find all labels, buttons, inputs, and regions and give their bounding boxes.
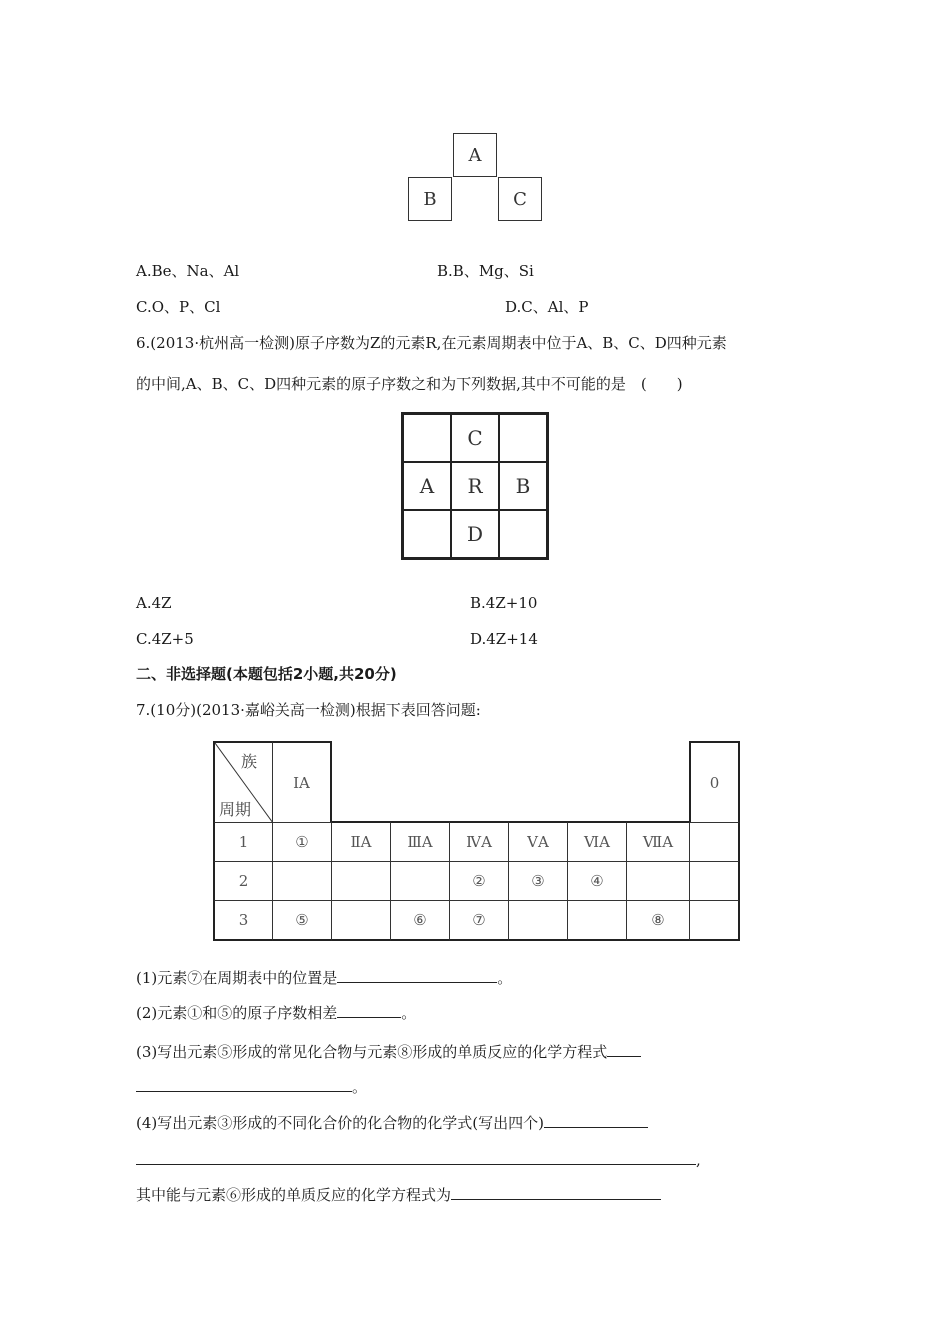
- option-b: B.4Z+10: [470, 594, 538, 612]
- table-cell: ⑦: [449, 900, 509, 941]
- header-group-label: 族: [241, 752, 258, 771]
- sub-question-1: [136, 968, 512, 988]
- grid-cell: D: [451, 510, 499, 558]
- element-box-b: [408, 177, 452, 221]
- table-cell: ③: [508, 861, 568, 901]
- question-7-stem: 7.(10分)(2013·嘉峪关高一检测)根据下表回答问题:: [136, 701, 481, 719]
- grid-cell: [403, 510, 451, 558]
- punctuation: ,: [696, 1151, 701, 1169]
- grid-cell: B: [499, 462, 547, 510]
- grid-cell: R: [451, 462, 499, 510]
- question-6-line1: 6.(2013·杭州高一检测)原子序数为Z的元素R,在元素周期表中位于A、B、C、D四种元素: [136, 334, 727, 352]
- table-cell: [626, 861, 690, 901]
- period-label: 3: [213, 900, 273, 941]
- group-header: ⅦA: [626, 821, 690, 862]
- periodic-table: [213, 741, 740, 941]
- table-cell: [567, 900, 627, 941]
- sub-question-4-continuation: [136, 1150, 701, 1170]
- table-cell: ①: [272, 822, 332, 862]
- option-c: C.4Z+5: [136, 630, 194, 648]
- option-b: B.B、Mg、Si: [437, 262, 534, 280]
- element-label: A: [468, 144, 482, 166]
- sub-question-3: [136, 1042, 641, 1062]
- group-header: ⅥA: [567, 821, 627, 862]
- question-text: (3)写出元素⑤形成的常见化合物与元素⑧形成的单质反应的化学方程式: [136, 1043, 608, 1061]
- question-text: (1)元素⑦在周期表中的位置是: [136, 969, 338, 987]
- grid-cell: [499, 414, 547, 462]
- grid-cell: A: [403, 462, 451, 510]
- punctuation: 。: [401, 1004, 417, 1022]
- answer-blank[interactable]: [337, 1003, 401, 1018]
- sub-question-5: [136, 1185, 661, 1205]
- table-cell: [331, 861, 391, 901]
- question-text: (2)元素①和⑤的原子序数相差: [136, 1004, 338, 1022]
- option-a: A.4Z: [136, 594, 172, 612]
- option-d: D.4Z+14: [470, 630, 538, 648]
- grid-cell: [499, 510, 547, 558]
- group-ia-header: ⅠA: [272, 741, 332, 823]
- table-cell: [689, 861, 740, 901]
- table-cell: [689, 822, 740, 862]
- section-title: 二、非选择题(本题包括2小题,共20分): [136, 665, 397, 683]
- group-header: ⅡA: [331, 821, 391, 862]
- answer-blank[interactable]: [136, 1150, 696, 1165]
- element-box-a: [453, 133, 497, 177]
- group-0-header: 0: [689, 741, 740, 823]
- answer-blank[interactable]: [451, 1185, 661, 1200]
- period-label: 2: [213, 861, 273, 901]
- table-cell: ⑤: [272, 900, 332, 941]
- sub-question-3-continuation: [136, 1077, 367, 1097]
- period-label: 1: [213, 822, 273, 862]
- answer-blank[interactable]: [337, 968, 497, 983]
- table-cell: ⑥: [390, 900, 450, 941]
- question-text: (4)写出元素③形成的不同化合价的化合物的化学式(写出四个): [136, 1114, 544, 1132]
- element-grid: [401, 412, 549, 560]
- answer-blank[interactable]: [544, 1113, 648, 1128]
- answer-blank[interactable]: [136, 1077, 352, 1092]
- sub-question-2: [136, 1003, 416, 1023]
- element-label: C: [513, 188, 527, 210]
- answer-blank[interactable]: [607, 1042, 641, 1057]
- grid-cell: C: [451, 414, 499, 462]
- grid-cell: [403, 414, 451, 462]
- element-label: B: [423, 188, 437, 210]
- group-header: ⅤA: [508, 821, 568, 862]
- table-cell: [331, 900, 391, 941]
- sub-question-4: [136, 1113, 648, 1133]
- element-box-c: [498, 177, 542, 221]
- group-header: ⅢA: [390, 821, 450, 862]
- table-cell: [390, 861, 450, 901]
- question-6-line2: 的中间,A、B、C、D四种元素的原子序数之和为下列数据,其中不可能的是 ( ): [136, 375, 683, 393]
- question-text: 其中能与元素⑥形成的单质反应的化学方程式为: [136, 1186, 452, 1204]
- option-a: A.Be、Na、Al: [136, 262, 240, 280]
- table-cell: ②: [449, 861, 509, 901]
- header-period-label: 周期: [219, 800, 252, 819]
- punctuation: 。: [497, 969, 513, 987]
- punctuation: 。: [352, 1078, 368, 1096]
- group-header: ⅣA: [449, 821, 509, 862]
- table-cell: [508, 900, 568, 941]
- option-c: C.O、P、Cl: [136, 298, 221, 316]
- table-cell: [272, 861, 332, 901]
- table-cell: [689, 900, 740, 941]
- option-d: D.C、Al、P: [505, 298, 589, 316]
- table-cell: ④: [567, 861, 627, 901]
- header-diagonal-cell: [213, 741, 273, 823]
- table-cell: ⑧: [626, 900, 690, 941]
